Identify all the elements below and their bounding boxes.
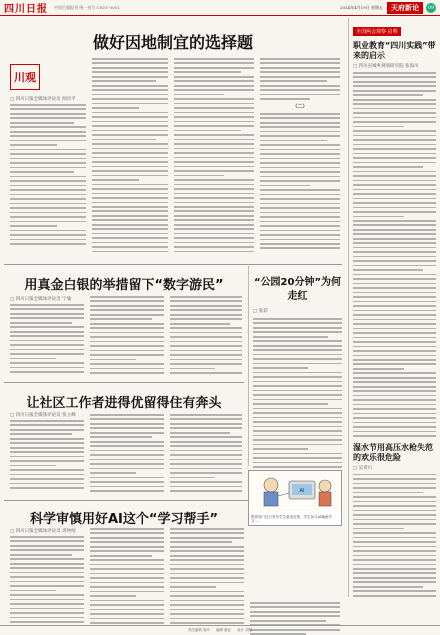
article-3-headline[interactable]: 让社区工作者进得优留得住有奔头 (26, 396, 222, 411)
article-1-subhead: （二） (292, 103, 308, 110)
article-2-byline: □ 四川日报全媒体评论员 宁瑜 (10, 297, 72, 302)
section-title: 天府新论 (387, 2, 423, 14)
article-1-text-col-4 (260, 58, 340, 249)
article-4-headline[interactable]: 科学审慎用好AI这个“学习帮手” (30, 512, 218, 527)
sidebar-headline-2[interactable]: 湿水节用高压水枪失范的欢乐很危险 (353, 442, 433, 462)
section-divider (4, 382, 244, 383)
sidebar-headline-1[interactable]: 职业教育“四川实践”带来的启示 (353, 41, 436, 60)
sidebar-text-1 (353, 72, 436, 437)
article-2-text-col-2 (90, 296, 164, 374)
sidebar-byline-2: □ 吴青川 (353, 465, 373, 471)
sidebar-column (348, 18, 436, 597)
section-divider (4, 264, 342, 265)
cartoon-caption: 教育部门近日发布学生意见征集，学生参与AI辅助学习…… (251, 515, 332, 523)
article-1-headline[interactable]: 做好因地制宜的选择题 (92, 33, 253, 52)
article-3 (4, 384, 244, 500)
article-2 (4, 266, 244, 382)
issue-date: 2024年4月19日 星期五 (339, 4, 383, 10)
article-2-text-col-3 (170, 296, 242, 374)
article-3-text-col-1 (10, 420, 84, 489)
article-park-byline: □ 张彩 (253, 309, 268, 314)
article-4-text-col-2 (90, 528, 164, 624)
article-park-text (253, 318, 342, 494)
article-park (248, 266, 342, 466)
editorial-cartoon (248, 470, 342, 526)
page-footer (0, 625, 440, 635)
article-3-byline: □ 四川日报全媒体评论员 张立峰 (10, 413, 76, 418)
article-4-byline: □ 四川日报全媒体评论员 周仲闻 (10, 529, 76, 534)
article-1-byline: □ 四川日报全媒体评论员 闻昌平 (10, 97, 76, 102)
article-3-text-col-2 (90, 414, 164, 492)
svg-text:AI: AI (299, 488, 305, 494)
article-3-text-col-3 (170, 414, 242, 492)
sidebar-byline-1: □ 四川省城乡规划研究院 张海川 (353, 64, 419, 69)
newspaper-logo: 四川日报 (4, 4, 48, 15)
footer-editor: 责任编辑 周玲 (187, 628, 210, 632)
masthead (0, 0, 440, 16)
article-4-text-col-1 (10, 536, 84, 623)
article-1-text-col-3 (174, 58, 254, 252)
masthead-meta: 中国百强报刊 统一刊号 CN51-0001 (54, 4, 120, 10)
column-tag: 川观 (10, 64, 40, 90)
page-number: 09 (427, 4, 435, 11)
sidebar-text-2 (353, 474, 436, 597)
article-2-headline[interactable]: 用真金白银的举措留下“数字游民” (24, 278, 224, 293)
article-1-text-col-2 (92, 58, 168, 252)
article-1-text-col-1 (10, 104, 86, 245)
article-4-text-col-3 (170, 528, 244, 624)
cartoon-illustration (249, 471, 341, 511)
article-2-text-col-1 (10, 304, 84, 373)
sidebar-tag: 全国两会观察·启明 (353, 27, 401, 36)
article-1 (4, 18, 342, 264)
footer-designer: 设计 刘翔 (237, 628, 253, 632)
article-park-headline[interactable]: “公园20分钟”为何走红 (253, 277, 342, 302)
footer-editor2: 编辑 谢亚 (215, 628, 232, 632)
